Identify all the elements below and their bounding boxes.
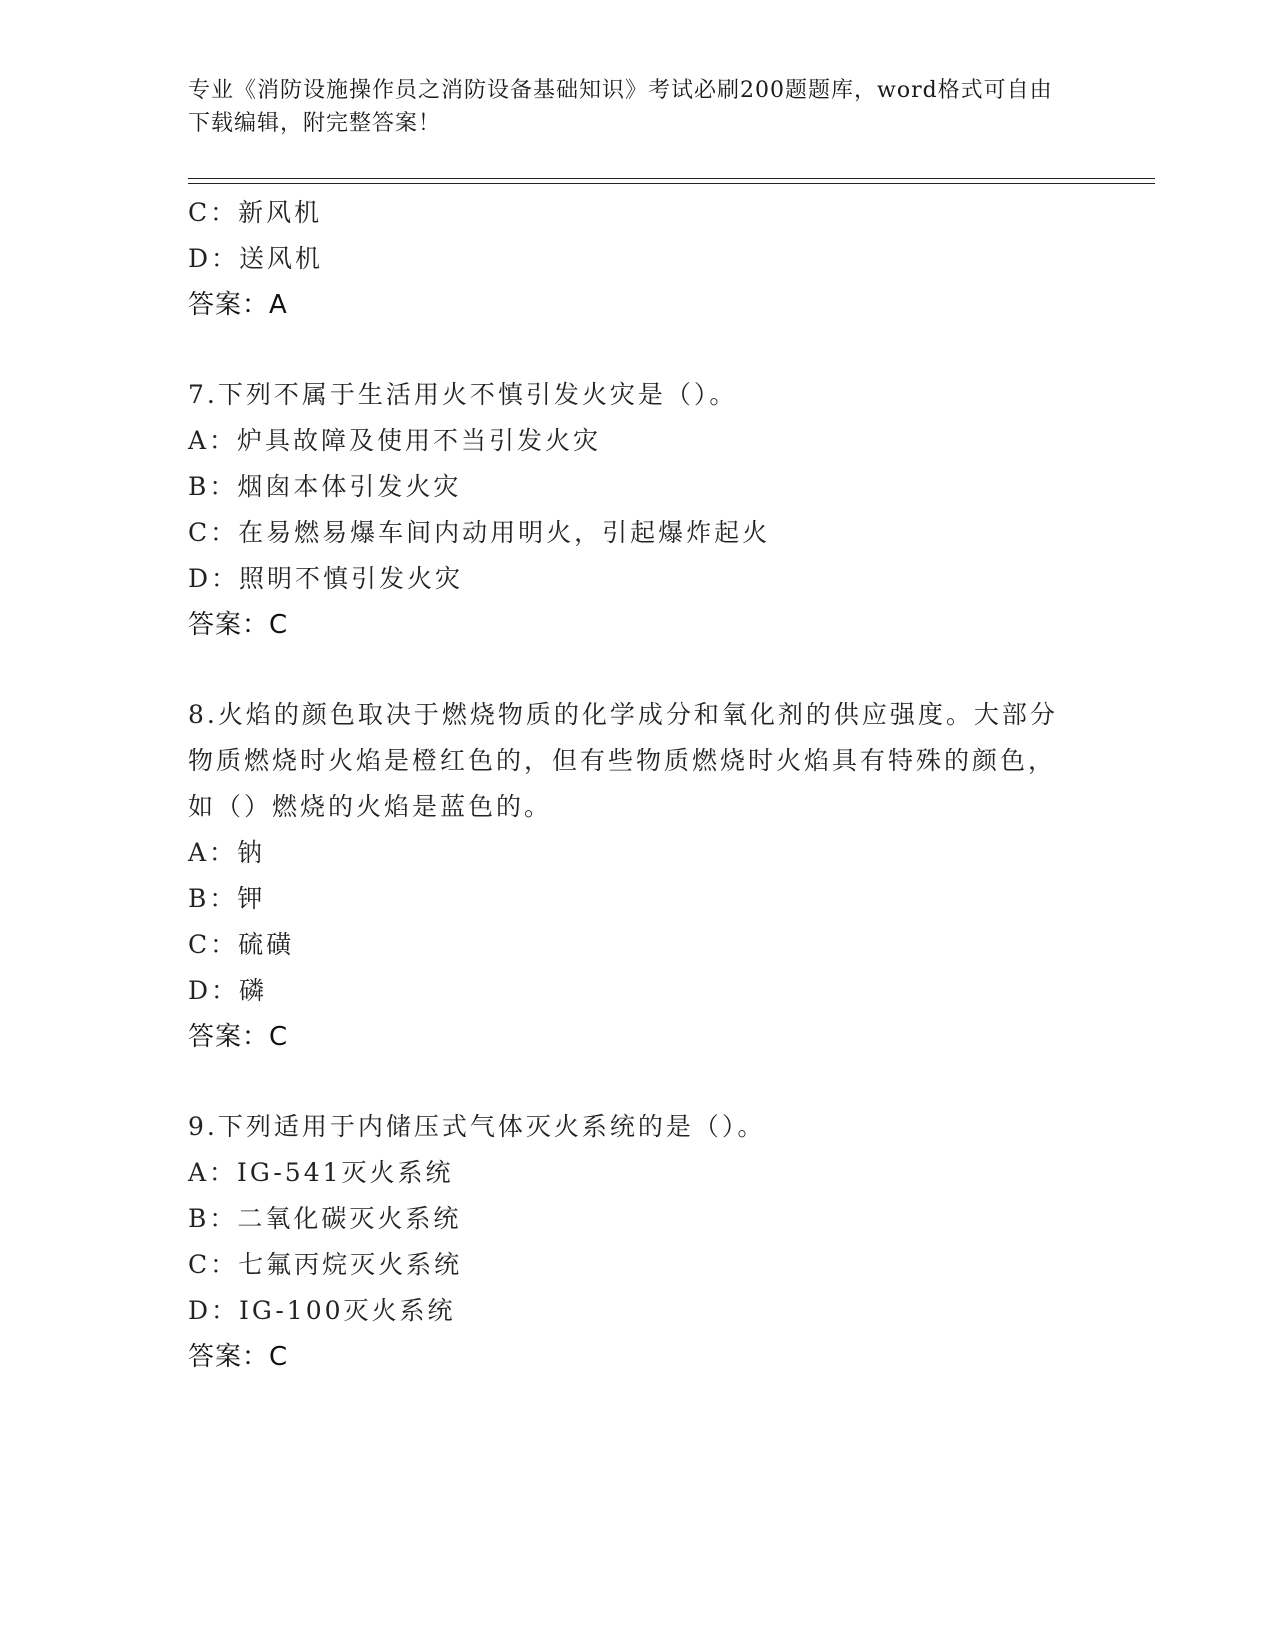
answer-label: 答案：C xyxy=(188,1342,289,1372)
option-c: C：硫磺 xyxy=(188,930,295,959)
question-stem: 9.下列适用于内储压式气体灭火系统的是（）。 xyxy=(188,1112,766,1141)
answer-label: 答案：A xyxy=(188,290,288,320)
question-stem: 7.下列不属于生活用火不慎引发火灾是（）。 xyxy=(188,380,738,409)
option-a: A：炉具故障及使用不当引发火灾 xyxy=(188,426,602,455)
option-c: C：在易燃易爆车间内动用明火，引起爆炸起火 xyxy=(188,518,771,547)
option-d: D：磷 xyxy=(188,976,268,1005)
option-d: D：IG-100灭火系统 xyxy=(188,1296,456,1325)
document-title: 专业《消防设施操作员之消防设备基础知识》考试必刷200题题库，word格式可自由下载编辑，附完整答案！ xyxy=(188,78,1053,136)
option-c: C：新风机 xyxy=(188,198,323,227)
question-list xyxy=(188,190,1068,1380)
option-c: C：七氟丙烷灭火系统 xyxy=(188,1250,463,1279)
header-divider-top xyxy=(188,178,1155,179)
question-block-7 xyxy=(188,372,1068,648)
question-block-6 xyxy=(188,190,1068,328)
option-d: D：送风机 xyxy=(188,244,324,273)
option-d: D：照明不慎引发火灾 xyxy=(188,564,464,593)
header-divider-bottom xyxy=(188,183,1155,184)
option-b: B：二氧化碳灭火系统 xyxy=(188,1204,462,1233)
answer-label: 答案：C xyxy=(188,1022,289,1052)
document-header xyxy=(188,74,1068,140)
answer-label: 答案：C xyxy=(188,610,289,640)
option-b: B：烟囱本体引发火灾 xyxy=(188,472,462,501)
question-block-9 xyxy=(188,1104,1068,1380)
option-a: A：钠 xyxy=(188,838,266,867)
option-b: B：钾 xyxy=(188,884,266,913)
question-block-8 xyxy=(188,692,1068,1060)
option-a: A：IG-541灭火系统 xyxy=(188,1158,454,1187)
question-stem: 8.火焰的颜色取决于燃烧物质的化学成分和氧化剂的供应强度。大部分物质燃烧时火焰是橙红色的，但有些物质燃烧时火焰具有特殊的颜色，如（）燃烧的火焰是蓝色的。 xyxy=(188,700,1058,821)
